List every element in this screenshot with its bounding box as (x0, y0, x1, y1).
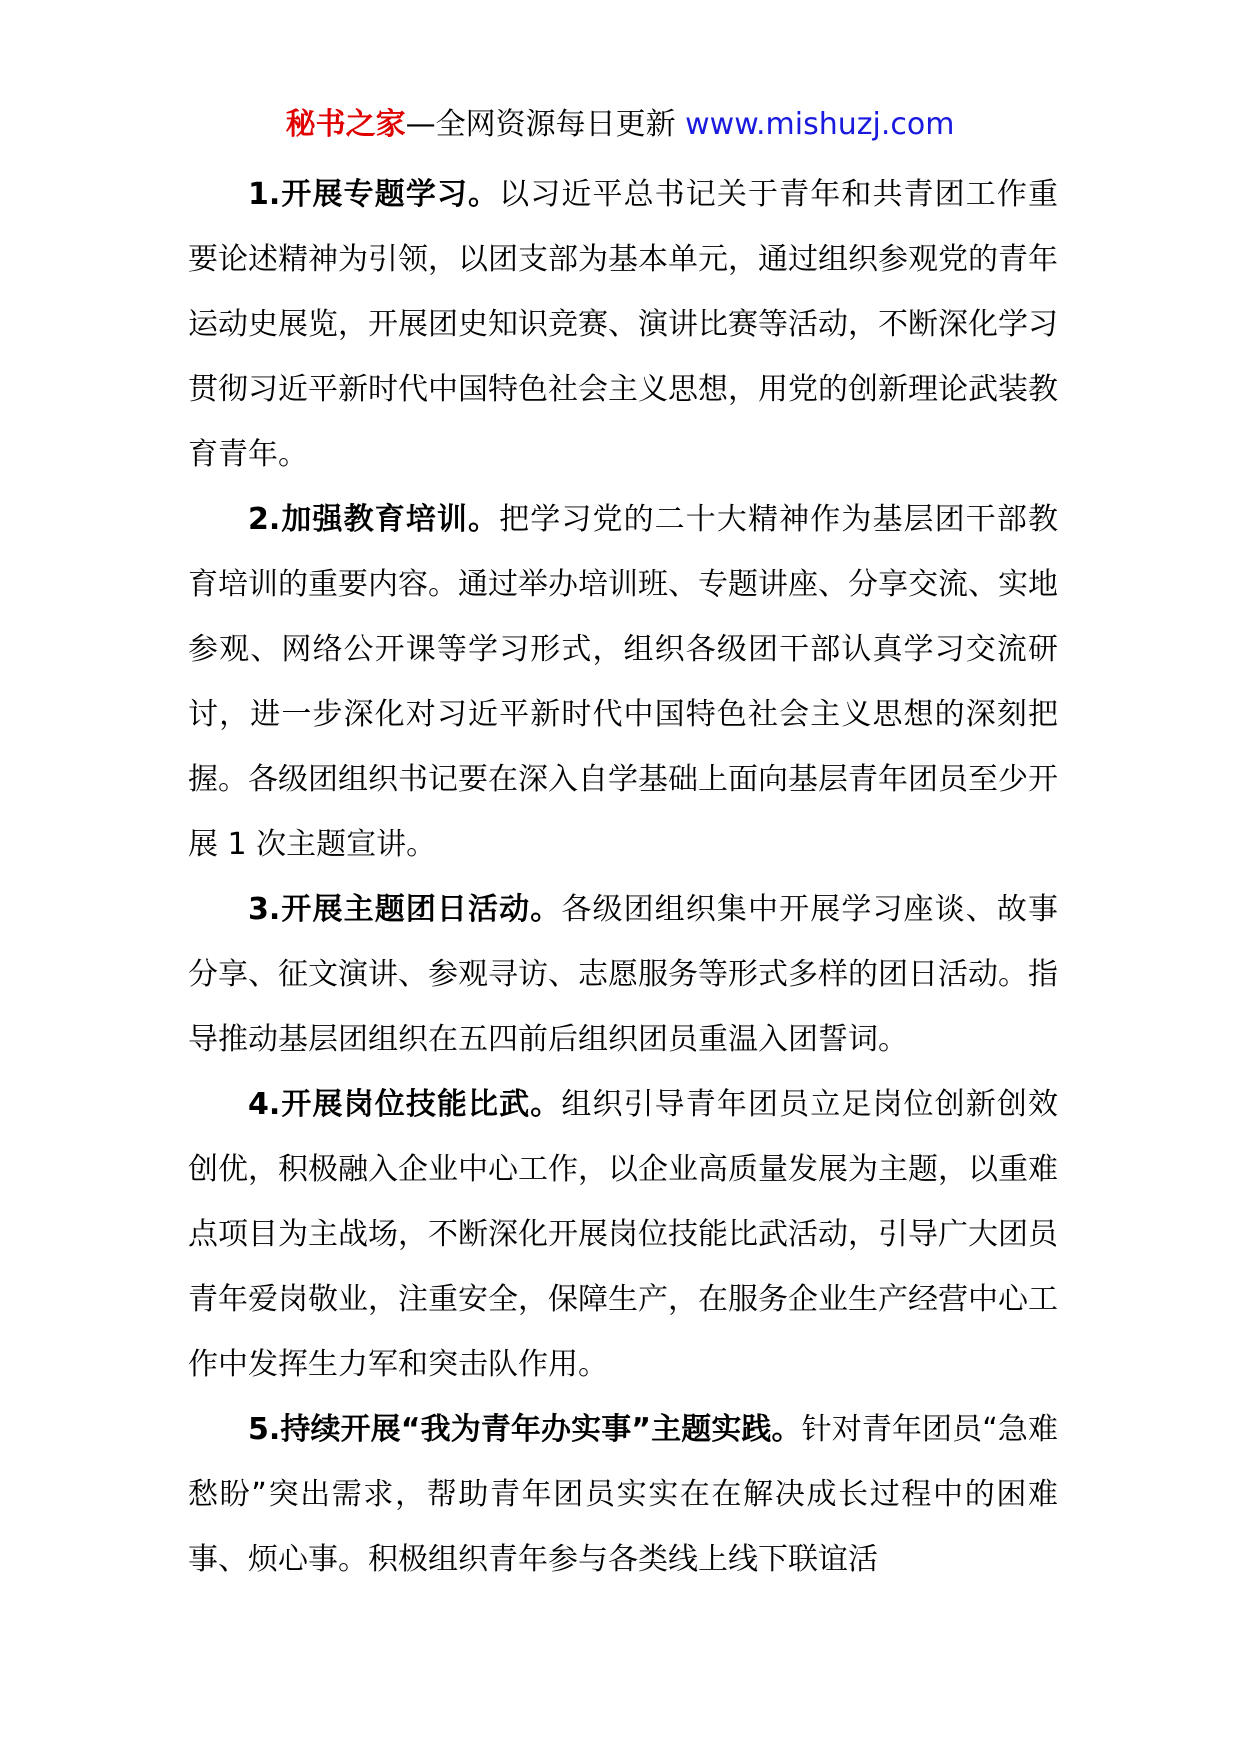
paragraph-4 (188, 1072, 1058, 1397)
paragraph-heading: 5.持续开展“我为青年办实事”主题实践。 (248, 1412, 802, 1447)
paragraph-text: 针对青年团员“急难愁盼”突出需求，帮助青年团员实实在在解决成长过程中的困难事、烦心事。积极组织青年参与各类线上线下联谊活 (188, 1412, 1058, 1577)
paragraph-text: 把学习党的二十大精神作为基层团干部教育培训的重要内容。通过举办培训班、专题讲座、分享交流、实地参观、网络公开课等学习形式，组织各级团干部认真学习交流研讨，进一步深化对习近平新时代中国特色社会主义思想的深刻把握。各级团组织书记要在深入自学基础上面向基层青年团员至少开展 1 次主题宣讲。 (188, 502, 1058, 862)
paragraph-heading: 2.加强教育培训。 (248, 502, 500, 537)
paragraph-2 (188, 487, 1058, 877)
paragraph-heading: 3.开展主题团日活动。 (248, 892, 562, 927)
site-url-link[interactable]: www.mishuzj.com (685, 107, 955, 142)
site-brand-name: 秘书之家 (285, 107, 406, 142)
paragraph-heading: 4.开展岗位技能比武。 (248, 1087, 562, 1122)
document-body (188, 162, 1058, 1592)
site-tagline: —全网资源每日更新 (405, 107, 676, 142)
paragraph-text: 以习近平总书记关于青年和共青团工作重要论述精神为引领，以团支部为基本单元，通过组织参观党的青年运动史展览，开展团史知识竞赛、演讲比赛等活动，不断深化学习贯彻习近平新时代中国特色社会主义思想，用党的创新理论武装教育青年。 (188, 177, 1058, 472)
paragraph-1 (188, 162, 1058, 487)
paragraph-text: 组织引导青年团员立足岗位创新创效创优，积极融入企业中心工作，以企业高质量发展为主题，以重难点项目为主战场，不断深化开展岗位技能比武活动，引导广大团员青年爱岗敬业，注重安全，保障生产，在服务企业生产经营中心工作中发挥生力军和突击队作用。 (188, 1087, 1058, 1382)
paragraph-heading: 1.开展专题学习。 (248, 177, 500, 212)
paragraph-3 (188, 877, 1058, 1072)
page-header (0, 98, 1240, 152)
paragraph-5 (188, 1397, 1058, 1592)
paragraph-text: 各级团组织集中开展学习座谈、故事分享、征文演讲、参观寻访、志愿服务等形式多样的团日活动。指导推动基层团组织在五四前后组织团员重温入团誓词。 (188, 892, 1058, 1057)
